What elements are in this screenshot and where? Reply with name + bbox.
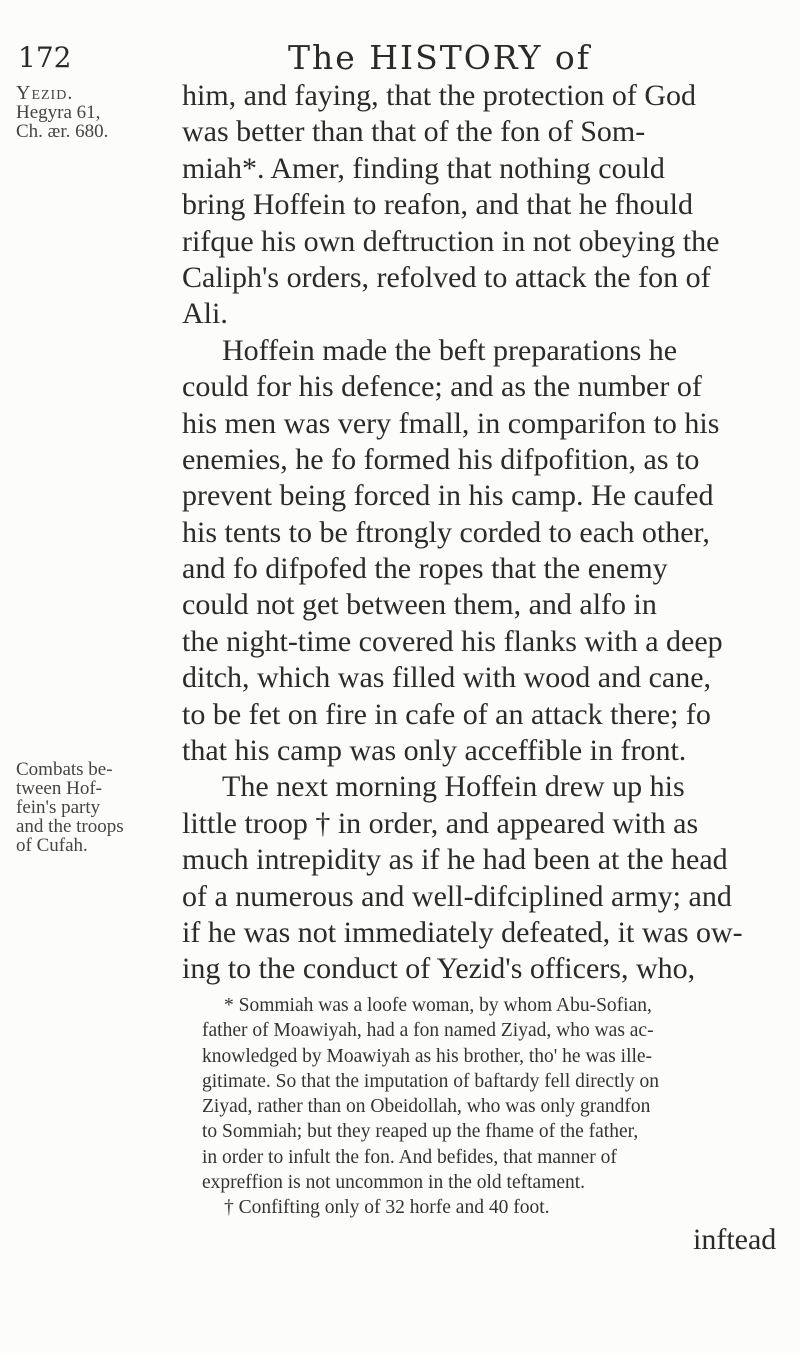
text-line: his men was very fmall, in comparifon to his	[182, 406, 720, 440]
footnote-line: † Confifting only of 32 horfe and 40 foot.	[224, 1197, 550, 1219]
catchword: inftead	[693, 1223, 777, 1256]
margin-note-combats	[16, 760, 156, 855]
text-line: could not get between them, and alfo in	[182, 588, 657, 622]
margin-note-line: Combats be-	[16, 759, 113, 780]
footnote-line: Ziyad, rather than on Obeidollah, who was only grandfon	[202, 1096, 651, 1118]
text-line: ditch, which was filled with wood and cane,	[182, 661, 712, 695]
text-line: the night-time covered his flanks with a deep	[182, 624, 723, 658]
main-text	[182, 78, 774, 988]
footnote-line: * Sommiah was a loofe woman, by whom Abu-Sofian,	[224, 995, 652, 1016]
text-line: miah*. Amer, finding that nothing could	[182, 151, 665, 185]
text-line: bring Hoffein to reafon, and that he fhould	[182, 188, 693, 222]
running-title: The HISTORY of	[288, 38, 591, 77]
margin-note-line: of Cufah.	[16, 835, 88, 856]
text-line: Ali.	[182, 297, 228, 331]
margin-note-line: Hegyra 61,	[16, 102, 101, 123]
footnote-line: expreffion is not uncommon in the old teftament.	[202, 1172, 586, 1194]
text-line: him, and faying, that the protection of God	[182, 79, 697, 112]
text-line: enemies, he fo formed his difpofition, as to	[182, 442, 700, 476]
text-line: to be fet on fire in cafe of an attack there; fo	[182, 697, 711, 731]
margin-note-line: and the troops	[16, 816, 124, 837]
text-line: was better than that of the fon of Som-	[182, 115, 646, 149]
text-line: Hoffein made the beft preparations he	[222, 333, 678, 367]
text-line: and fo difpofed the ropes that the enemy	[182, 552, 668, 586]
margin-note-line: Yezid.	[16, 82, 74, 104]
text-line: if he was not immediately defeated, it was ow-	[182, 915, 743, 949]
margin-note-date	[16, 84, 156, 141]
text-line: little troop † in order, and appeared with as	[182, 806, 699, 840]
footnote-line: in order to infult the fon. And befides, that manner of	[202, 1146, 617, 1168]
margin-note-line: Ch. ær. 680.	[16, 121, 109, 142]
text-line: prevent being forced in his camp. He caufed	[182, 479, 714, 513]
footnote-line: to Sommiah; but they reaped up the fhame of the father,	[202, 1121, 639, 1143]
text-line: of a numerous and well-difciplined army; and	[182, 879, 732, 913]
footnote-line: knowledged by Moawiyah as his brother, tho' he was ille-	[202, 1045, 653, 1067]
text-line: rifque his own deftruction in not obeying the	[182, 224, 720, 258]
text-line: could for his defence; and as the number of	[182, 370, 702, 404]
footnotes	[202, 993, 772, 1221]
text-line: ing to the conduct of Yezid's officers, who,	[182, 952, 696, 986]
text-line: much intrepidity as if he had been at the head	[182, 843, 728, 877]
text-line: Caliph's orders, refolved to attack the fon of	[182, 260, 711, 294]
text-line: The next morning Hoffein drew up his	[222, 770, 685, 804]
footnote-line: gitimate. So that the imputation of baftardy fell directly on	[202, 1070, 660, 1092]
margin-note-line: fein's party	[16, 797, 101, 818]
text-line: his tents to be ftrongly corded to each other,	[182, 515, 710, 549]
text-line: that his camp was only acceffible in front.	[182, 734, 687, 768]
page-number: 172	[18, 41, 72, 74]
margin-note-line: tween Hof-	[16, 778, 102, 799]
footnote-line: father of Moawiyah, had a fon named Ziyad, who was ac-	[202, 1020, 654, 1042]
